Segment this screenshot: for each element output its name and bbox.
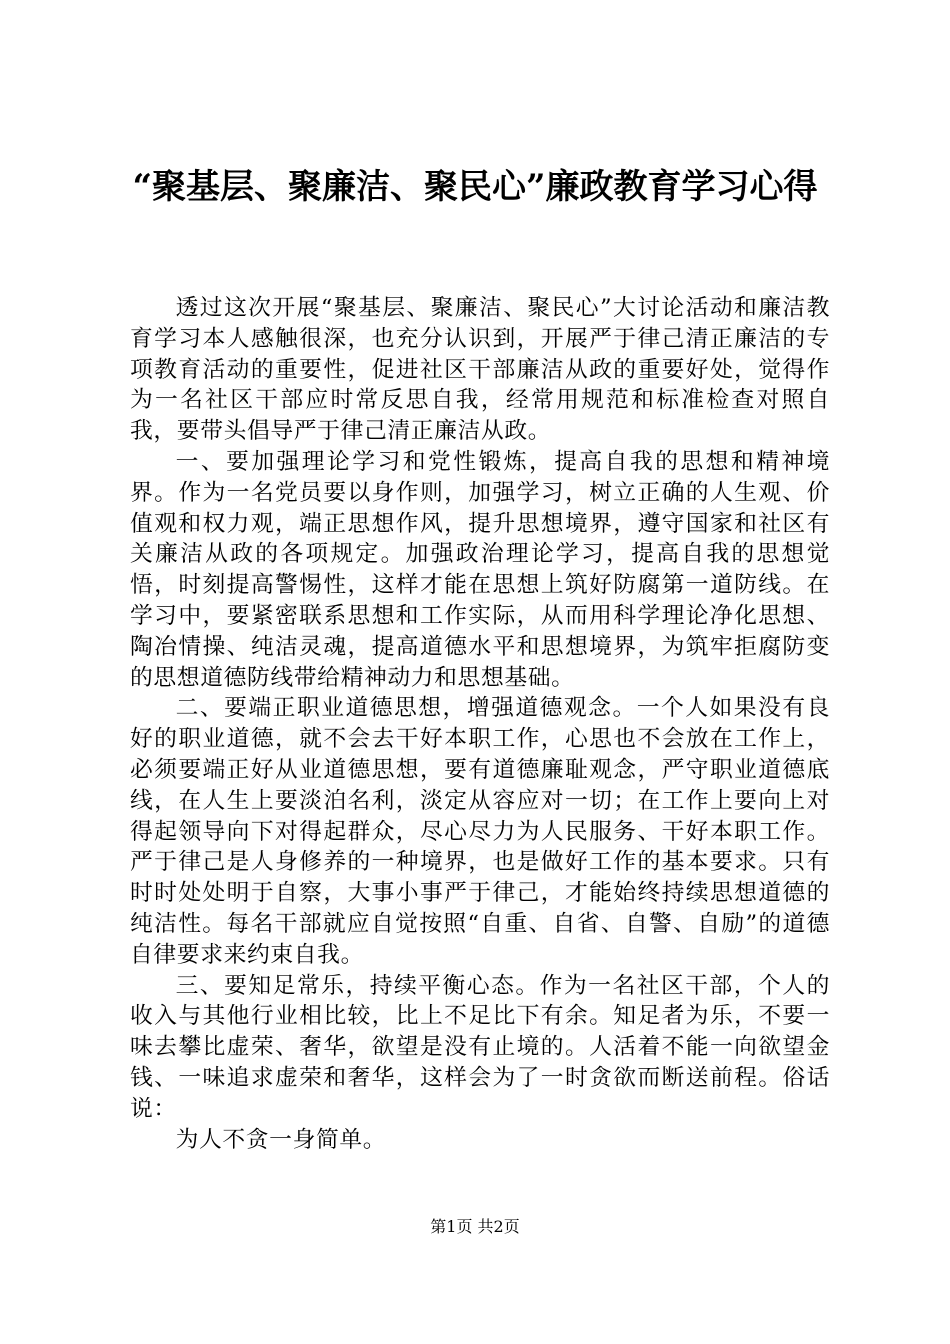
paragraph-section-1: 一、要加强理论学习和党性锻炼，提高自我的思想和精神境界。作为一名党员要以身作则，加强学习，树立正确的人生观、价值观和权力观，端正思想作风，提升思想境界，遵守国家和社区有关廉洁从政的各项规定。加强政治理论学习，提高自我的思想觉悟，时刻提高警惕性，这样才能在思想上筑好防腐第一道防线。在学习中，要紧密联系思想和工作实际，从而用科学理论净化思想、陶冶情操、纯洁灵魂，提高道德水平和思想境界，为筑牢拒腐防变的思想道德防线带给精神动力和思想基础。 — [130, 448, 830, 691]
paragraph-section-3: 三、要知足常乐，持续平衡心态。作为一名社区干部，个人的收入与其他行业相比较，比上不足比下有余。知足者为乐，不要一味去攀比虚荣、奢华，欲望是没有止境的。人活着不能一向欲望金钱、一味追求虚荣和奢华，这样会为了一时贪欲而断送前程。俗话说： — [130, 972, 830, 1122]
paragraph-intro: 透过这次开展“聚基层、聚廉洁、聚民心”大讨论活动和廉洁教育学习本人感触很深，也充分认识到，开展严于律己清正廉洁的专项教育活动的重要性，促进社区干部廉洁从政的重要好处，觉得作为一名社区干部应时常反思自我，经常用规范和标准检查对照自我，要带头倡导严于律己清正廉洁从政。 — [130, 295, 830, 445]
page-footer: 第1页 共2页 — [430, 1217, 520, 1236]
paragraph-section-2: 二、要端正职业道德思想，增强道德观念。一个人如果没有良好的职业道德，就不会去干好本职工作，心思也不会放在工作上，必须要端正好从业道德思想，要有道德廉耻观念，严守职业道德底线，在人生上要淡泊名利，淡定从容应对一切；在工作上要向上对得起领导向下对得起群众，尽心尽力为人民服务、干好本职工作。严于律己是人身修养的一种境界，也是做好工作的基本要求。只有时时处处明于自察，大事小事严于律己，才能始终持续思想道德的纯洁性。每名干部就应自觉按照“自重、自省、自警、自励”的道德自律要求来约束自我。 — [130, 695, 830, 968]
document-body — [130, 293, 830, 1155]
document-title: “聚基层、聚廉洁、聚民心”廉政教育学习心得 — [132, 167, 818, 207]
paragraph-saying: 为人不贪一身简单。 — [175, 1126, 387, 1153]
